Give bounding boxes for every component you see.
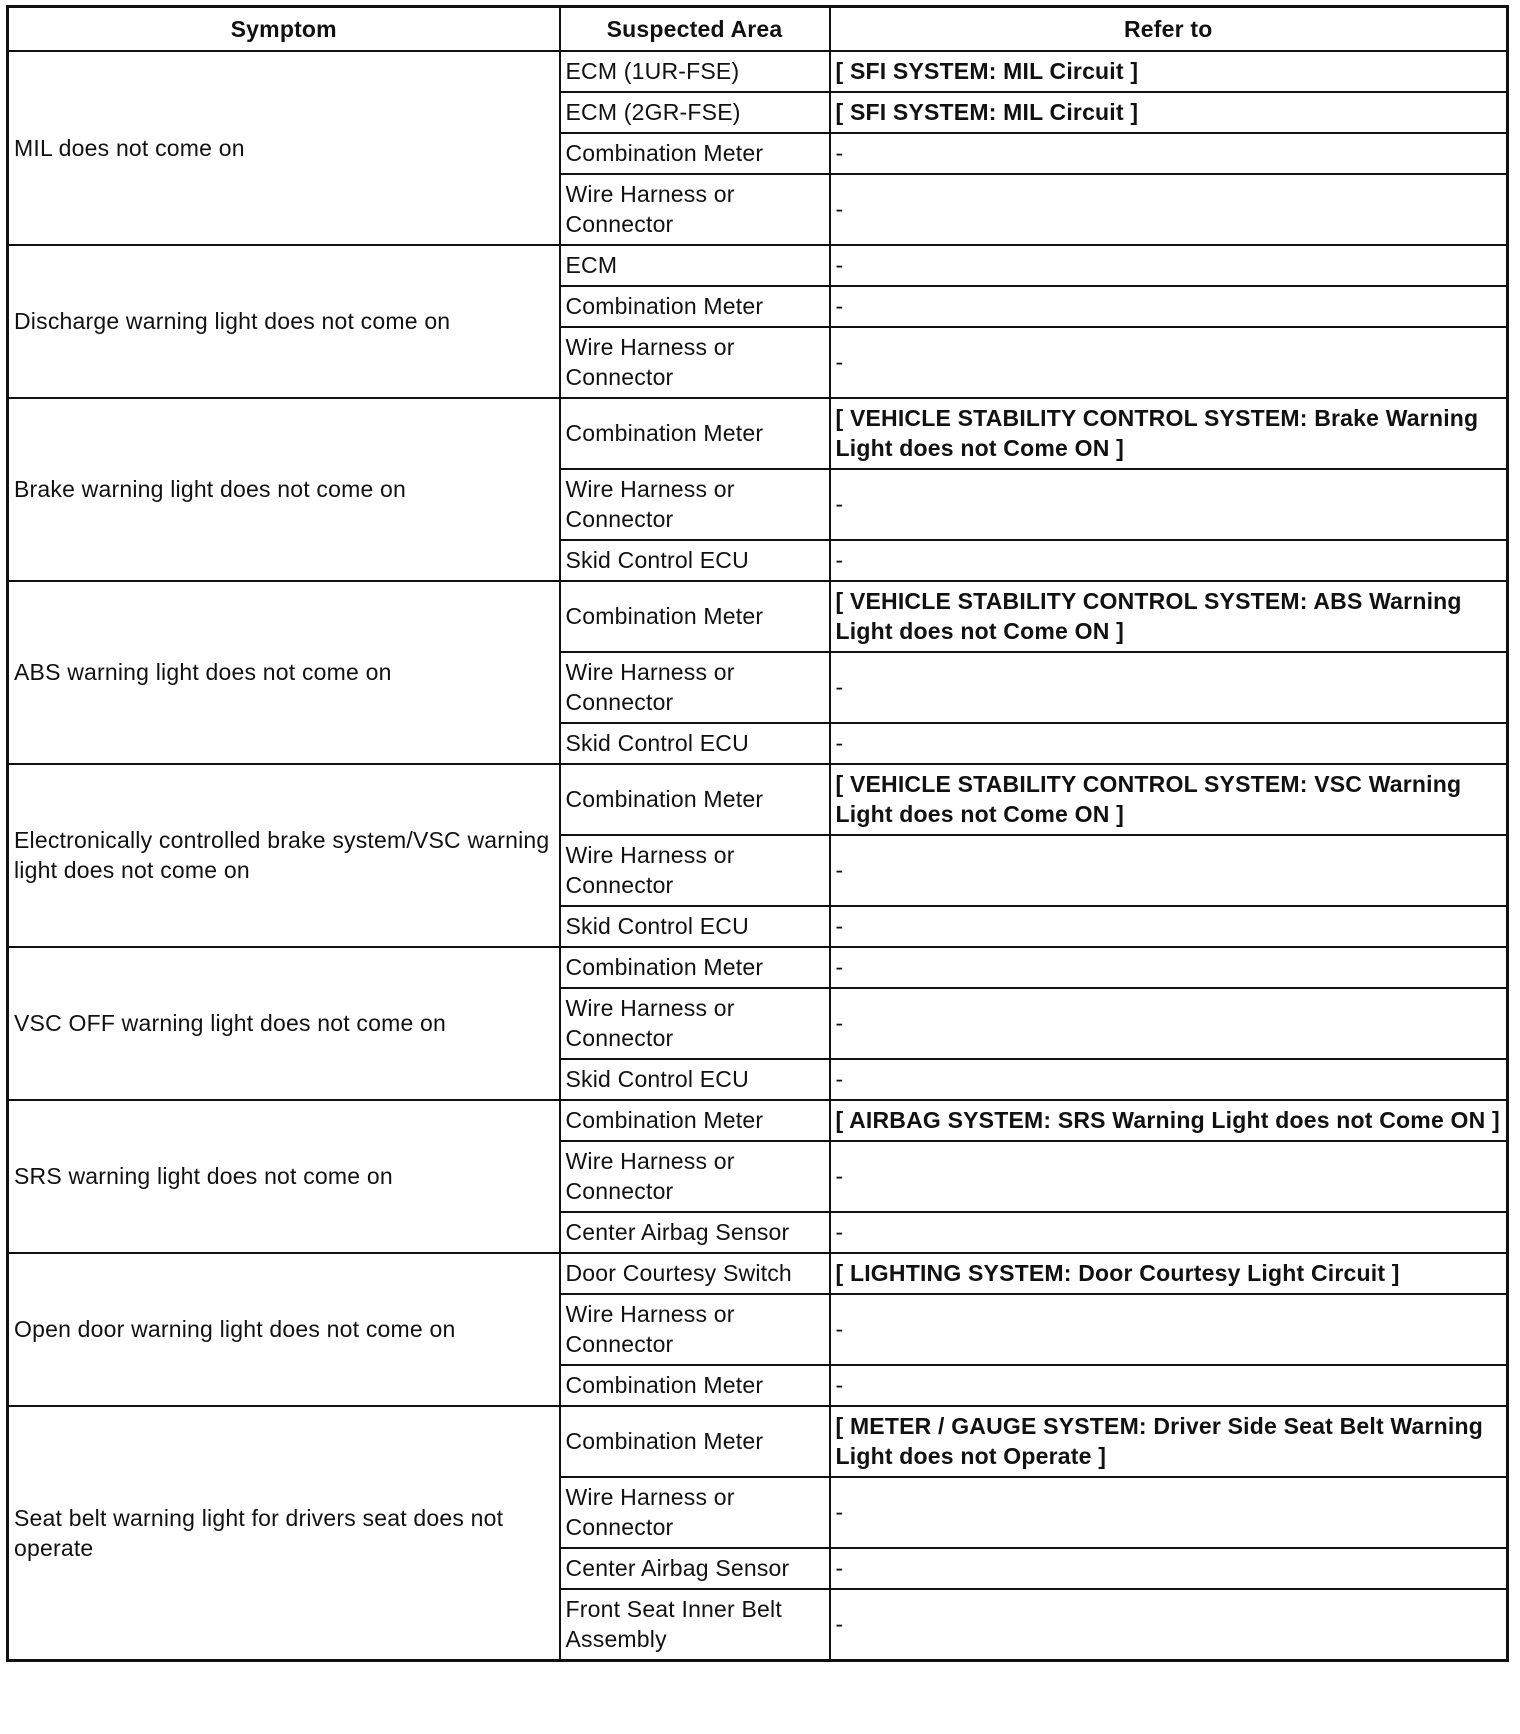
refer-to-cell: - <box>830 174 1508 245</box>
table-row <box>8 1253 1508 1294</box>
symptom-cell: Discharge warning light does not come on <box>8 245 560 398</box>
table-row <box>8 581 1508 652</box>
suspected-area-cell: Wire Harness or Connector <box>560 652 830 723</box>
suspected-area-cell: ECM (2GR-FSE) <box>560 92 830 133</box>
refer-to-cell: - <box>830 723 1508 764</box>
table-row <box>8 1100 1508 1141</box>
refer-to-link[interactable]: [ AIRBAG SYSTEM: SRS Warning Light does not Come ON ] <box>830 1100 1508 1141</box>
symptom-cell: Electronically controlled brake system/VSC warning light does not come on <box>8 764 560 947</box>
symptom-cell: Brake warning light does not come on <box>8 398 560 581</box>
table-row <box>8 1406 1508 1477</box>
header-symptom: Symptom <box>8 7 560 52</box>
suspected-area-cell: Combination Meter <box>560 286 830 327</box>
suspected-area-cell: Wire Harness or Connector <box>560 988 830 1059</box>
suspected-area-cell: Combination Meter <box>560 764 830 835</box>
suspected-area-cell: Skid Control ECU <box>560 1059 830 1100</box>
refer-to-cell: - <box>830 835 1508 906</box>
refer-to-cell: - <box>830 1365 1508 1406</box>
suspected-area-cell: Skid Control ECU <box>560 906 830 947</box>
refer-to-link[interactable]: [ METER / GAUGE SYSTEM: Driver Side Seat Belt Warning Light does not Operate ] <box>830 1406 1508 1477</box>
symptom-cell: VSC OFF warning light does not come on <box>8 947 560 1100</box>
header-refer-to: Refer to <box>830 7 1508 52</box>
refer-to-cell: - <box>830 1212 1508 1253</box>
problem-symptoms-table <box>6 5 1509 1662</box>
refer-to-cell: - <box>830 286 1508 327</box>
suspected-area-cell: Door Courtesy Switch <box>560 1253 830 1294</box>
refer-to-link[interactable]: [ SFI SYSTEM: MIL Circuit ] <box>830 92 1508 133</box>
suspected-area-cell: Center Airbag Sensor <box>560 1212 830 1253</box>
table-row <box>8 764 1508 835</box>
refer-to-cell: - <box>830 1059 1508 1100</box>
symptom-cell: MIL does not come on <box>8 51 560 245</box>
suspected-area-cell: Combination Meter <box>560 1406 830 1477</box>
table-row <box>8 398 1508 469</box>
suspected-area-cell: Combination Meter <box>560 947 830 988</box>
refer-to-cell: - <box>830 245 1508 286</box>
refer-to-cell: - <box>830 469 1508 540</box>
suspected-area-cell: Skid Control ECU <box>560 723 830 764</box>
refer-to-cell: - <box>830 1141 1508 1212</box>
header-suspected-area: Suspected Area <box>560 7 830 52</box>
refer-to-link[interactable]: [ LIGHTING SYSTEM: Door Courtesy Light Circuit ] <box>830 1253 1508 1294</box>
suspected-area-cell: Wire Harness or Connector <box>560 469 830 540</box>
refer-to-cell: - <box>830 988 1508 1059</box>
suspected-area-cell: Combination Meter <box>560 398 830 469</box>
refer-to-cell: - <box>830 1589 1508 1661</box>
refer-to-link[interactable]: [ VEHICLE STABILITY CONTROL SYSTEM: ABS Warning Light does not Come ON ] <box>830 581 1508 652</box>
refer-to-cell: - <box>830 652 1508 723</box>
suspected-area-cell: Combination Meter <box>560 1365 830 1406</box>
symptom-cell: Open door warning light does not come on <box>8 1253 560 1406</box>
suspected-area-cell: Wire Harness or Connector <box>560 835 830 906</box>
refer-to-cell: - <box>830 947 1508 988</box>
refer-to-cell: - <box>830 540 1508 581</box>
table-header <box>8 7 1508 52</box>
refer-to-cell: - <box>830 906 1508 947</box>
suspected-area-cell: Wire Harness or Connector <box>560 1477 830 1548</box>
table-row <box>8 245 1508 286</box>
suspected-area-cell: Combination Meter <box>560 133 830 174</box>
suspected-area-cell: Wire Harness or Connector <box>560 174 830 245</box>
table-body <box>8 51 1508 1661</box>
table-row <box>8 947 1508 988</box>
refer-to-cell: - <box>830 1548 1508 1589</box>
refer-to-link[interactable]: [ VEHICLE STABILITY CONTROL SYSTEM: VSC Warning Light does not Come ON ] <box>830 764 1508 835</box>
problem-symptoms-table-container <box>6 5 1506 1662</box>
suspected-area-cell: Wire Harness or Connector <box>560 1141 830 1212</box>
refer-to-link[interactable]: [ VEHICLE STABILITY CONTROL SYSTEM: Brake Warning Light does not Come ON ] <box>830 398 1508 469</box>
refer-to-cell: - <box>830 327 1508 398</box>
suspected-area-cell: Wire Harness or Connector <box>560 327 830 398</box>
suspected-area-cell: Center Airbag Sensor <box>560 1548 830 1589</box>
table-row <box>8 51 1508 92</box>
refer-to-cell: - <box>830 1294 1508 1365</box>
refer-to-cell: - <box>830 1477 1508 1548</box>
suspected-area-cell: ECM (1UR-FSE) <box>560 51 830 92</box>
suspected-area-cell: Combination Meter <box>560 1100 830 1141</box>
header-row <box>8 7 1508 52</box>
suspected-area-cell: ECM <box>560 245 830 286</box>
suspected-area-cell: Skid Control ECU <box>560 540 830 581</box>
suspected-area-cell: Wire Harness or Connector <box>560 1294 830 1365</box>
symptom-cell: ABS warning light does not come on <box>8 581 560 764</box>
symptom-cell: Seat belt warning light for drivers seat does not operate <box>8 1406 560 1661</box>
refer-to-cell: - <box>830 133 1508 174</box>
refer-to-link[interactable]: [ SFI SYSTEM: MIL Circuit ] <box>830 51 1508 92</box>
symptom-cell: SRS warning light does not come on <box>8 1100 560 1253</box>
suspected-area-cell: Front Seat Inner Belt Assembly <box>560 1589 830 1661</box>
suspected-area-cell: Combination Meter <box>560 581 830 652</box>
